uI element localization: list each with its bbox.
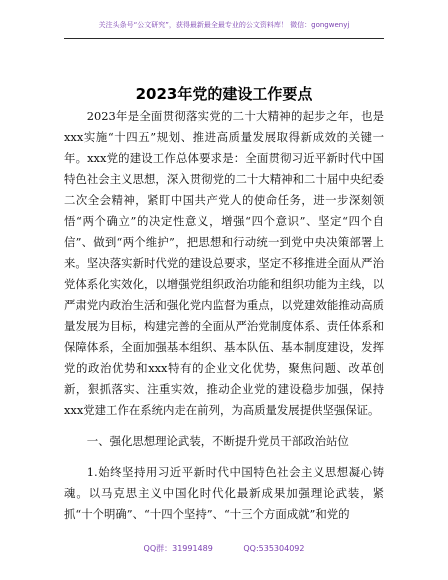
footer-qq-group: QQ群：31991489 [143,544,213,553]
document-body [64,106,384,421]
section-1 [64,431,384,452]
section-heading: 一、强化思想理论武装，不断提升党员干部政治站位 [86,434,349,448]
footer-qq: QQ:535304092 [243,544,305,553]
item-1 [64,462,384,525]
intro-paragraph: 2023年是全面贯彻落实党的二十大精神的起步之年，也是xxx实施“十四五”规划、推进高质量发展取得新成效的关键一年。xxx党的建设工作总体要求是：全面贯彻习近平新时代中国特色社会主义思想，深入贯彻党的二十大精神和二十届中央纪委二次全会精神，紧盯中国共产党人的使命任务，进一步深刻领悟“两个确立”的决定性意义，增强“四个意识”、坚定“四个自信”、做到“两个维护”，把思想和行动统一到党中央决策部署上来。坚决落实新时代党的建设总要求，坚定不移推进全面从严治党体系化实效化，以增强党组织政治功能和组织功能为主线，以严肃党内政治生活和强化党内监督为重点，以党建效能推动高质量发展为目标，构建完善的全面从严治党制度体系、责任体系和保障体系，全面加强基本组织、基本队伍、基本制度建设，发挥党的政治优势和xxx特有的企业文化优势，聚焦问题、改革创新，狠抓落实、注重实效，推动企业党的建设稳步加强，保持xxx党建工作在系统内走在前列，为高质量发展提供坚强保证。 [64,109,384,417]
header-banner: 关注头条号“公文研究”，获得最新最全最专业的公文资料库！ 微信：gongwenyj [98,21,350,29]
footer [0,543,448,554]
item-paragraph: 1.始终坚持用习近平新时代中国特色社会主义思想凝心铸魂。以马克思主义中国化时代化最新成果加强理论武装，紧抓“十个明确”、“十四个坚持”、“十三个方面成就”和党的 [64,465,384,521]
header-divider [64,38,384,39]
document-title: 2023年党的建设工作要点 [135,85,313,103]
